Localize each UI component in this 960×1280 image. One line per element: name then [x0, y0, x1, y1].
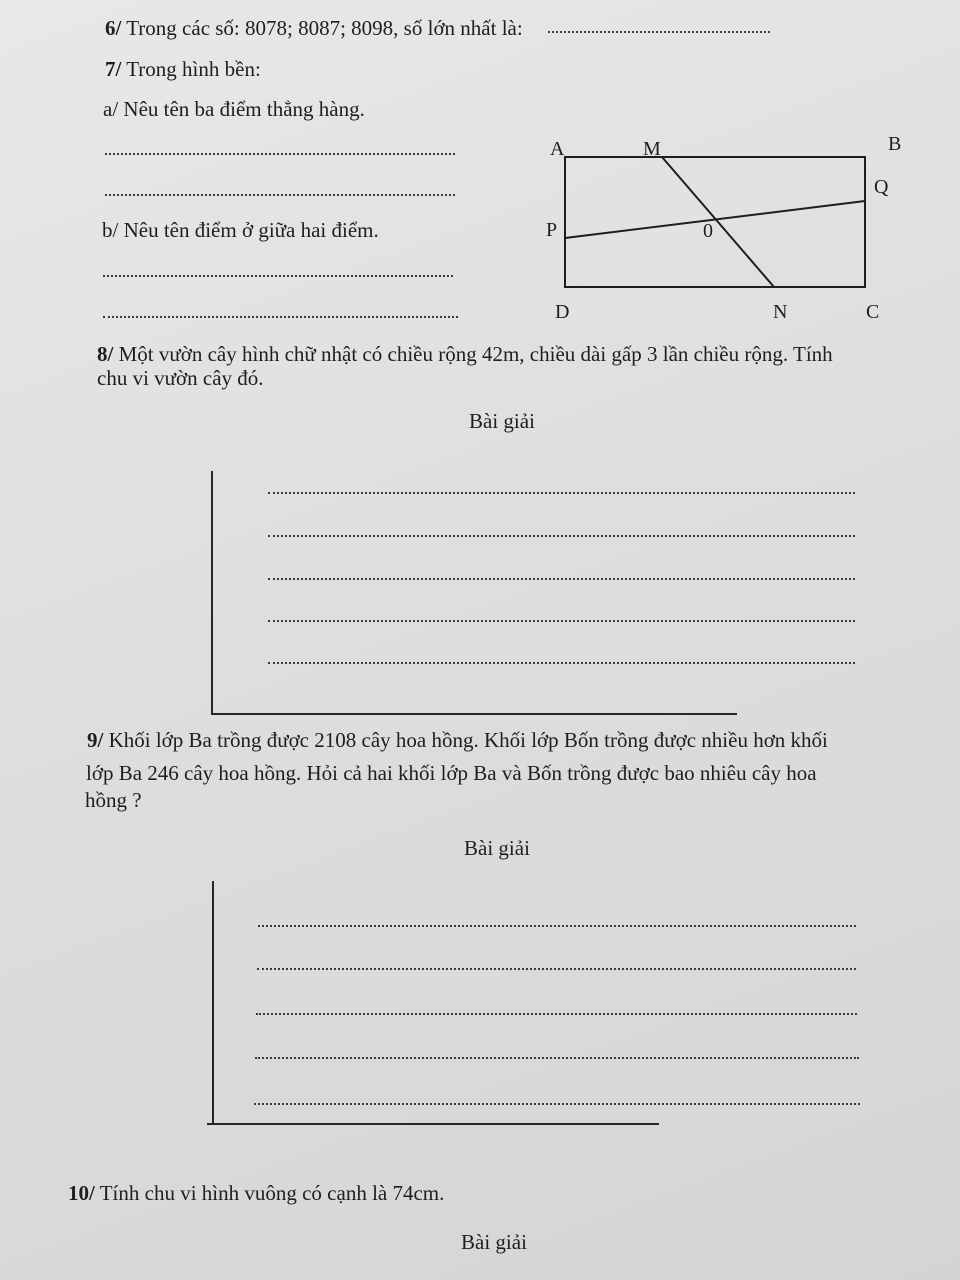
- question-6-answer-line[interactable]: [548, 31, 770, 33]
- question-10: [68, 1180, 444, 1206]
- question-8-number: 8/: [97, 342, 114, 366]
- label-a: A: [550, 138, 565, 160]
- question-7a-answer-line-1[interactable]: [105, 153, 455, 155]
- question-7a: a/ Nêu tên ba điểm thẳng hàng.: [103, 97, 365, 121]
- question-8-solution-heading: Bài giải: [469, 409, 535, 433]
- question-8-answer-line-5[interactable]: [268, 662, 855, 664]
- question-9-line-3: hồng ?: [85, 788, 142, 812]
- question-7-number: 7/: [105, 57, 122, 81]
- label-o: 0: [703, 220, 713, 242]
- label-q: Q: [874, 176, 889, 198]
- question-10-number: 10/: [68, 1181, 95, 1205]
- question-9-answer-box-left: [212, 881, 214, 1123]
- question-7b: b/ Nêu tên điểm ở giữa hai điểm.: [102, 218, 379, 242]
- question-7b-answer-line-2[interactable]: [103, 316, 458, 318]
- question-9-answer-line-5[interactable]: [254, 1103, 860, 1105]
- question-8-line-2: chu vi vườn cây đó.: [97, 366, 264, 390]
- question-7b-answer-line-1[interactable]: [103, 275, 453, 277]
- question-6-number: 6/: [105, 16, 122, 40]
- question-10-text: Tính chu vi hình vuông có cạnh là 74cm.: [94, 1181, 445, 1205]
- segment-mn: [662, 157, 774, 287]
- rectangle-figure: [540, 128, 920, 328]
- label-n: N: [773, 301, 788, 323]
- question-7-text: Trong hình bền:: [121, 57, 261, 81]
- question-6: [105, 15, 523, 41]
- rectangle-abcd: [565, 157, 865, 287]
- question-9-line-2: lớp Ba 246 cây hoa hồng. Hỏi cả hai khối lớp Ba và Bốn trồng được bao nhiêu cây hoa: [86, 761, 817, 785]
- question-8-answer-line-2[interactable]: [268, 535, 855, 537]
- question-8-answer-line-4[interactable]: [268, 620, 855, 622]
- question-10-solution-heading: Bài giải: [461, 1230, 527, 1254]
- question-8-line-1: [97, 341, 833, 367]
- label-b: B: [888, 133, 902, 155]
- question-9-text-1: Khối lớp Ba trồng được 2108 cây hoa hồng. Khối lớp Bốn trồng được nhiều hơn khối: [103, 728, 828, 752]
- question-8-answer-line-1[interactable]: [268, 492, 855, 494]
- question-6-text: Trong các số: 8078; 8087; 8098, số lớn nhất là:: [121, 16, 523, 40]
- segment-pq: [565, 201, 865, 238]
- label-c: C: [866, 301, 880, 323]
- question-8-answer-line-3[interactable]: [268, 578, 855, 580]
- label-d: D: [555, 301, 570, 323]
- question-8-text-1: Một vườn cây hình chữ nhật có chiều rộng 42m, chiều dài gấp 3 lần chiều rộng. Tính: [113, 342, 833, 366]
- question-7: [105, 56, 261, 82]
- question-9-number: 9/: [87, 728, 104, 752]
- label-p: P: [546, 219, 558, 241]
- label-m: M: [643, 138, 661, 160]
- question-8-answer-box-bottom: [211, 713, 737, 715]
- question-9-answer-line-2[interactable]: [257, 968, 856, 970]
- question-9-answer-line-3[interactable]: [256, 1013, 857, 1015]
- question-9-answer-box-bottom: [207, 1123, 659, 1125]
- question-7a-answer-line-2[interactable]: [105, 194, 455, 196]
- question-9-answer-line-4[interactable]: [255, 1057, 859, 1059]
- question-9-line-1: [87, 727, 828, 753]
- question-8-answer-box-left: [211, 471, 213, 714]
- question-9-solution-heading: Bài giải: [464, 836, 530, 860]
- question-9-answer-line-1[interactable]: [258, 925, 856, 927]
